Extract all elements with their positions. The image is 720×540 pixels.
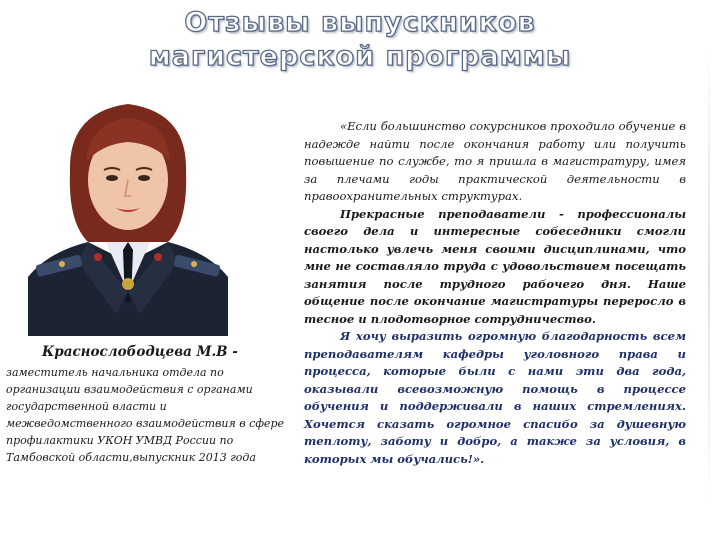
graduate-portrait bbox=[28, 92, 228, 336]
quote-paragraph-3: Я хочу выразить огромную благодарность всем преподавателям кафедры уголовного права и процесса, которые были с нами эти два года, оказывали всевозможную помощь в процессе обучения и поддерживали в наших стремлениях. Хочется сказать огромное спасибо за душевную теплоту, заботу и добро, а также за условия, в которых мы обучались!». bbox=[304, 329, 686, 466]
graduate-name: Краснослободцева М.В - bbox=[42, 344, 238, 360]
quote-paragraph-2: Прекрасные преподаватели - профессионалы своего дела и интересные собеседники смогли настолько увлечь меня своими дисциплинами, что мне не составляло труда с удовольствием посещать занятия после трудного рабочего дня. Наше общение после окончание магистратуры переросло в тесное и плодотворное сотрудничество. bbox=[304, 206, 686, 326]
graduate-position: заместитель начальника отдела по организации взаимодействия с органами государственной власти и межведомственного взаимодействия в сфере профилактики УКОН УМВД России по Тамбовской области,выпускник 2013 года bbox=[6, 366, 284, 464]
page-edge-shadow bbox=[708, 40, 710, 510]
title-line-2: магистерской программы bbox=[148, 41, 572, 72]
slide-title bbox=[0, 6, 720, 74]
testimonial-quote bbox=[304, 118, 686, 468]
quote-paragraph-1: «Если большинство сокурсников проходило обучение в надежде найти после окончания работу или получить повышение по службе, то я пришла в магистратуру, имея за плечами годы практической деятельности в правоохранительных структурах. bbox=[304, 119, 686, 203]
portrait-illustration bbox=[28, 92, 228, 336]
title-line-1: Отзывы выпускников bbox=[184, 7, 536, 38]
